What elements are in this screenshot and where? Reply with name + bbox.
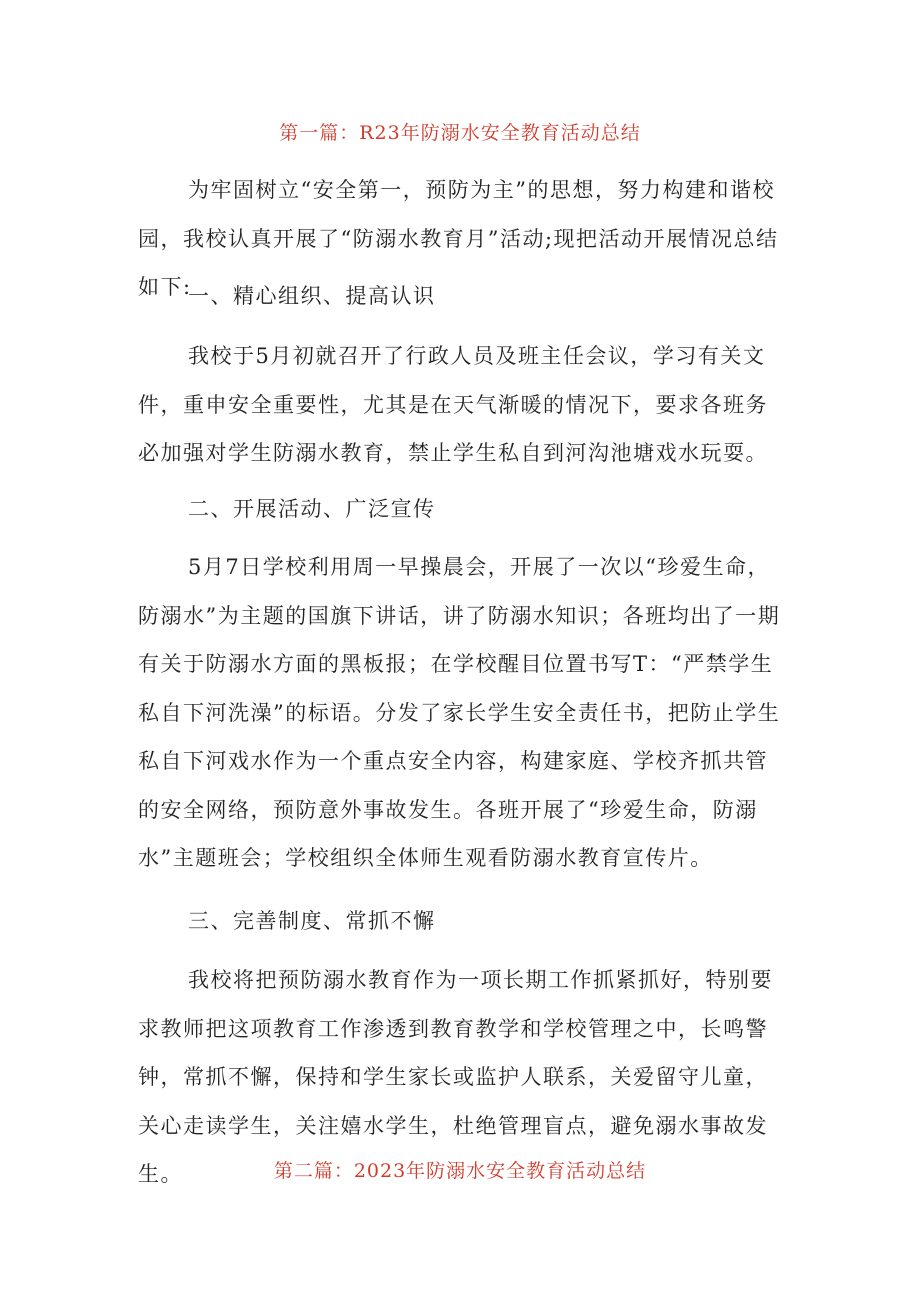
section-3-heading: 三、完善制度、常抓不懈 <box>188 909 436 933</box>
intro-text: 为牢固树立“安全第一，预防为主”的思想，努力构建和谐校园，我校认真开展了“防溺水教育月”活动;现把活动开展情况总结如下: <box>138 178 779 299</box>
section-1-paragraph <box>138 332 788 478</box>
article-title-1: 第一篇：R23年防溺水安全教育活动总结 <box>279 122 641 144</box>
section-1-text: 我校于5月初就召开了行政人员及班主任会议，学习有关文件，重申安全重要性，尤其是在天气渐暖的情况下，要求各班务必加强对学生防溺水教育，禁止学生私自到河沟池塘戏水玩耍。 <box>138 344 768 465</box>
section-3-text: 我校将把预防溺水教育作为一项长期工作抓紧抓好，特别要求教师把这项教育工作渗透到教育教学和学校管理之中，长鸣警钟，常抓不懈，保持和学生家长或监护人联系，关爱留守儿童，关心走读学生，关注嬉水学生，杜绝管理盲点，避免溺水事故发生。 <box>138 968 773 1186</box>
article-title-2: 第二篇：2023年防溺水安全教育活动总结 <box>273 1160 647 1182</box>
section-2-text: 5月7日学校利用周一早操晨会，开展了一次以“珍爱生命，防溺水”为主题的国旗下讲话，讲了防溺水知识；各班均出了一期有关于防溺水方面的黑板报；在学校醒目位置书写T：“严禁学生私自下河洗澡”的标语。分发了家长学生安全责任书，把防止学生私自下河戏水作为一个重点安全内容，构建家庭、学校齐抓共管的安全网络，预防意外事故发生。各班开展了“珍爱生命，防溺水”主题班会；学校组织全体师生观看防溺水教育宣传片。 <box>138 555 781 870</box>
section-2-heading: 二、开展活动、广泛宣传 <box>188 497 436 521</box>
section-1-heading: 一、精心组织、提高认识 <box>188 284 436 308</box>
section-2-paragraph <box>138 543 788 883</box>
